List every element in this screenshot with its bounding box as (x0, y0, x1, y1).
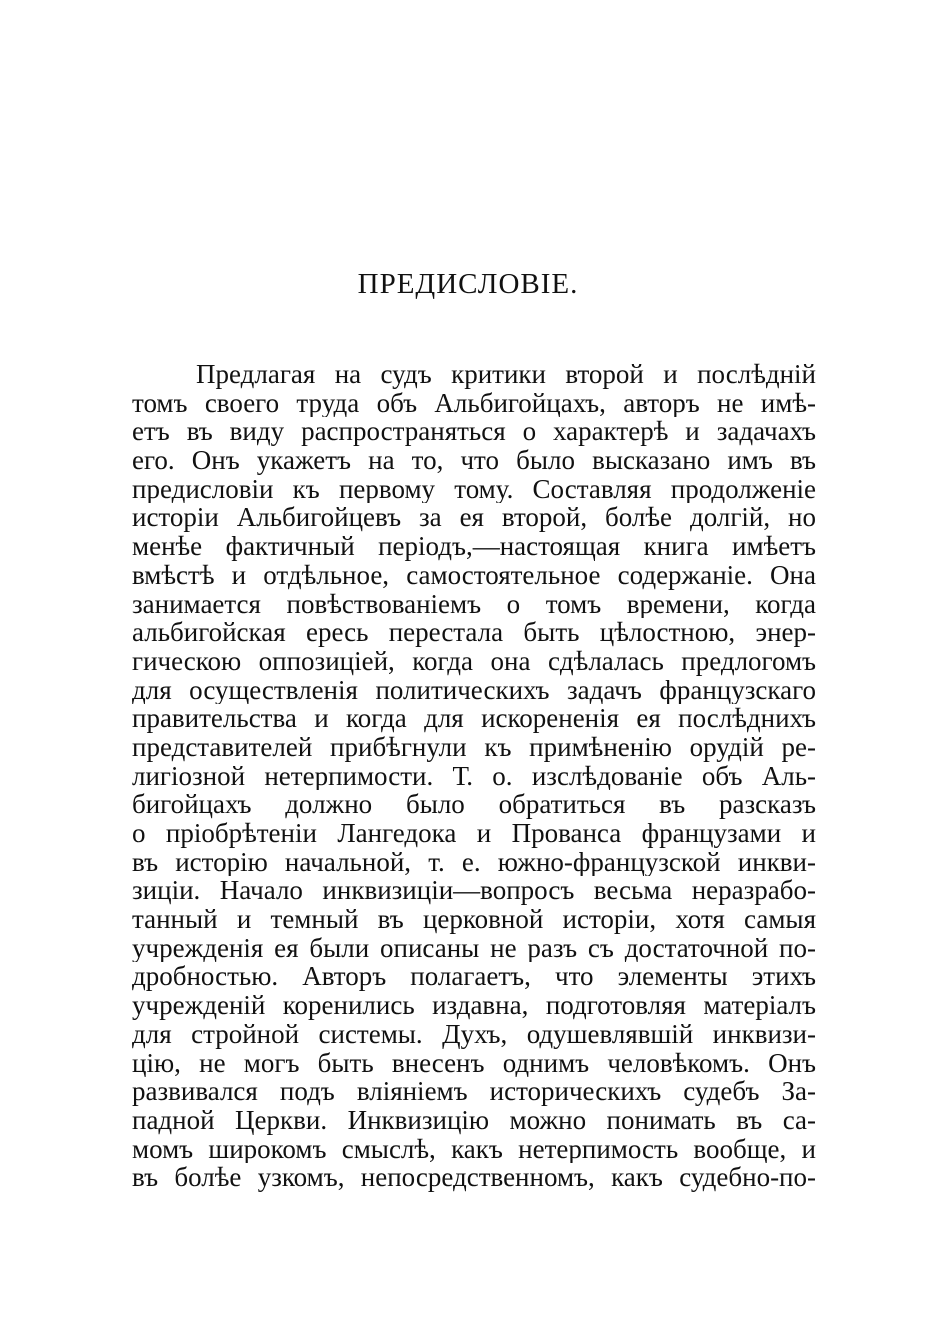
text-line-7: менѣе фактичный періодъ,—настоящая книга имѣетъ (132, 532, 816, 561)
text-line-10: альбигойская ересь перестала быть цѣлостною, энер- (132, 618, 816, 647)
text-line-29: въ болѣе узкомъ, непосредственномъ, какъ судебно-по- (132, 1163, 816, 1192)
text-line-3: етъ въ виду распространяться о характерѣ и задачахъ (132, 417, 816, 447)
text-line-15: лигіозной нетерпимости. Т. о. изслѣдованіе объ Аль- (132, 761, 816, 791)
text-line-21: учрежденія ея были описаны не разъ съ достаточной по- (132, 933, 816, 963)
text-line-25: цію, не могъ быть внесенъ однимъ человѣкомъ. Онъ (132, 1048, 816, 1078)
text-line-11: гическою оппозиціей, когда она сдѣлалась предлогомъ (132, 646, 816, 676)
text-line-5: предисловіи къ первому тому. Составляя продолженіе (132, 474, 816, 504)
text-line-13: правительства и когда для искорененія ея послѣднихъ (132, 704, 816, 733)
text-line-6: исторіи Альбигойцевъ за ея второй, болѣе долгій, но (132, 503, 816, 533)
text-line-8: вмѣстѣ и отдѣльное, самостоятельное содержаніе. Она (132, 560, 816, 590)
preface-paragraph (132, 360, 816, 1192)
text-line-4: его. Онъ укажетъ на то, что было высказано имъ въ (132, 446, 816, 475)
text-line-1: Предлагая на судъ критики второй и послѣдній (196, 360, 816, 389)
text-line-18: въ исторію начальной, т. е. южно-французской инкви- (132, 847, 816, 877)
text-line-2: томъ своего труда объ Альбигойцахъ, авторъ не имѣ- (132, 388, 816, 418)
text-line-14: представителей прибѣгнули къ примѣненію орудій ре- (132, 732, 816, 762)
text-line-22: дробностью. Авторъ полагаетъ, что элементы этихъ (132, 962, 816, 992)
text-line-28: момъ широкомъ смыслѣ, какъ нетерпимость вообще, и (132, 1134, 816, 1164)
text-line-23: учрежденій коренились издавна, подготовляя матеріалъ (132, 991, 816, 1020)
text-line-12: для осуществленія политическихъ задачъ французскаго (132, 675, 816, 705)
text-line-24: для стройной системы. Духъ, одушевлявшій инквизи- (132, 1019, 816, 1049)
page-title: ПРЕДИСЛОВІЕ. (357, 268, 579, 300)
text-line-27: падной Церкви. Инквизицію можно понимать въ са- (132, 1105, 816, 1135)
text-line-17: о пріобрѣтеніи Лангедока и Прованса французами и (132, 819, 816, 848)
text-line-20: танный и темный въ церковной исторіи, хотя самыя (132, 905, 816, 934)
text-line-19: зиціи. Начало инквизиціи—вопросъ весьма неразрабо- (132, 876, 816, 906)
text-line-16: бигойцахъ должно было обратиться въ разсказъ (132, 790, 816, 819)
text-line-26: развивался подъ вліяніемъ историческихъ судебъ За- (132, 1077, 816, 1106)
text-line-9: занимается повѣствованіемъ о томъ времени, когда (132, 589, 816, 619)
